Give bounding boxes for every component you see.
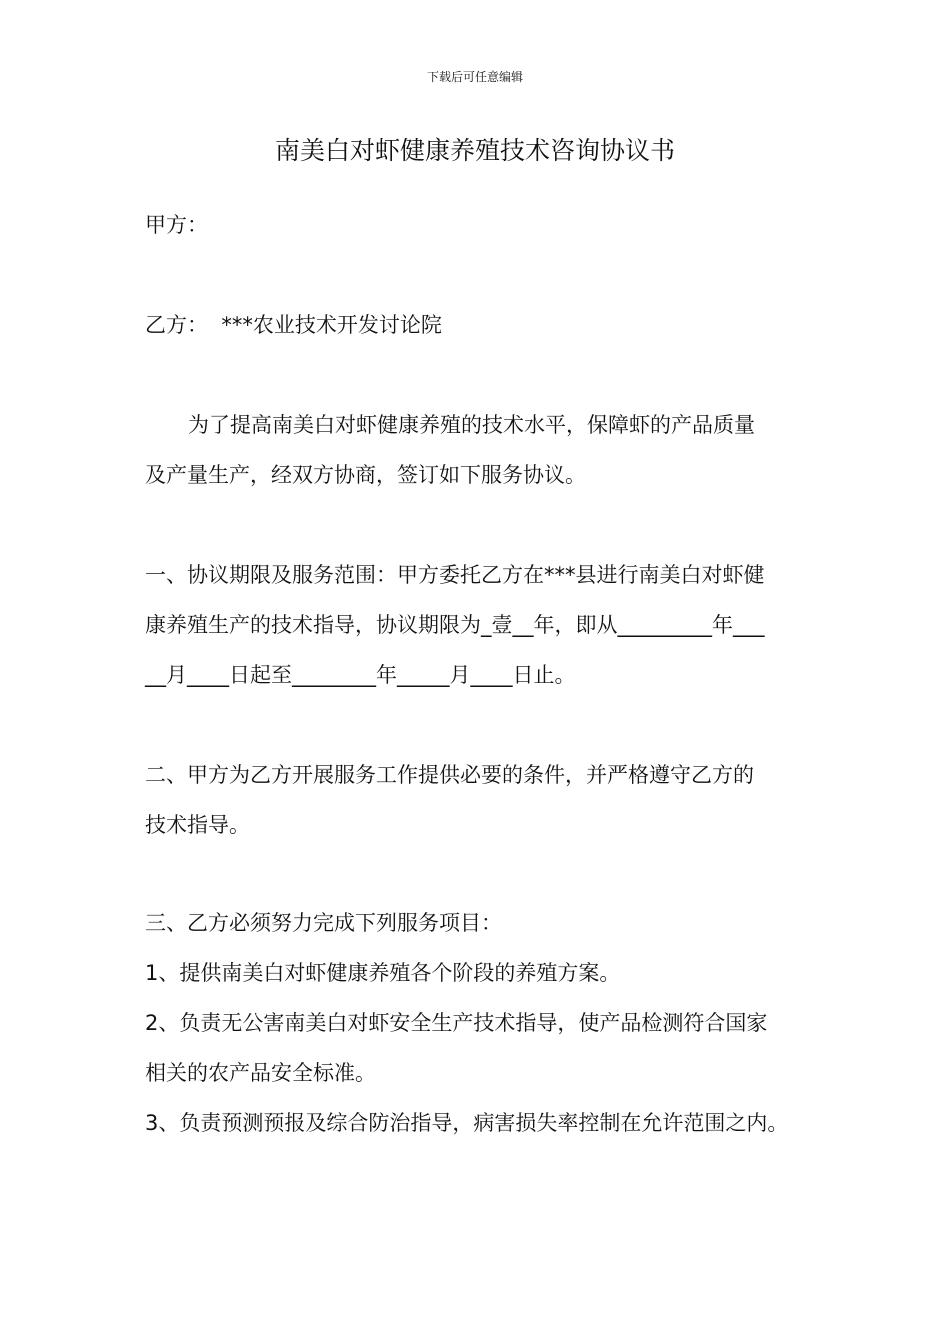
service-item-2: 2、负责无公害南美白对虾安全生产技术指导，使产品检测符合国家 [145,1011,768,1035]
party-b-line: 乙方： ***农业技术开发讨论院 [145,313,442,337]
clause-3-heading: 三、乙方必须努力完成下列服务项目： [145,911,502,935]
service-item-1: 1、提供南美白对虾健康养殖各个阶段的养殖方案。 [145,961,621,985]
clause-1-line-2: 康养殖生产的技术指导，协议期限为_壹__年，即从_________年___ [145,613,765,637]
clause-1-line-3: __月____日起至________年_____月____日止。 [145,663,576,687]
document-title: 南美白对虾健康养殖技术咨询协议书 [274,136,675,165]
clause-2-line-2: 技术指导。 [145,813,250,837]
intro-line-2: 及产量生产，经双方协商，签订如下服务协议。 [145,463,586,487]
intro-line-1: 为了提高南美白对虾健康养殖的技术水平，保障虾的产品质量 [188,413,755,437]
header-note: 下载后可任意编辑 [426,70,523,84]
party-a-line: 甲方： [145,213,208,237]
clause-1-line-1: 一、协议期限及服务范围：甲方委托乙方在***县进行南美白对虾健 [145,563,765,587]
clause-2-line-1: 二、甲方为乙方开展服务工作提供必要的条件，并严格遵守乙方的 [145,763,754,787]
service-item-3: 3、负责预测预报及综合防治指导，病害损失率控制在允许范围之内。 [145,1111,789,1135]
service-item-2-continued: 相关的农产品安全标准。 [145,1061,376,1085]
